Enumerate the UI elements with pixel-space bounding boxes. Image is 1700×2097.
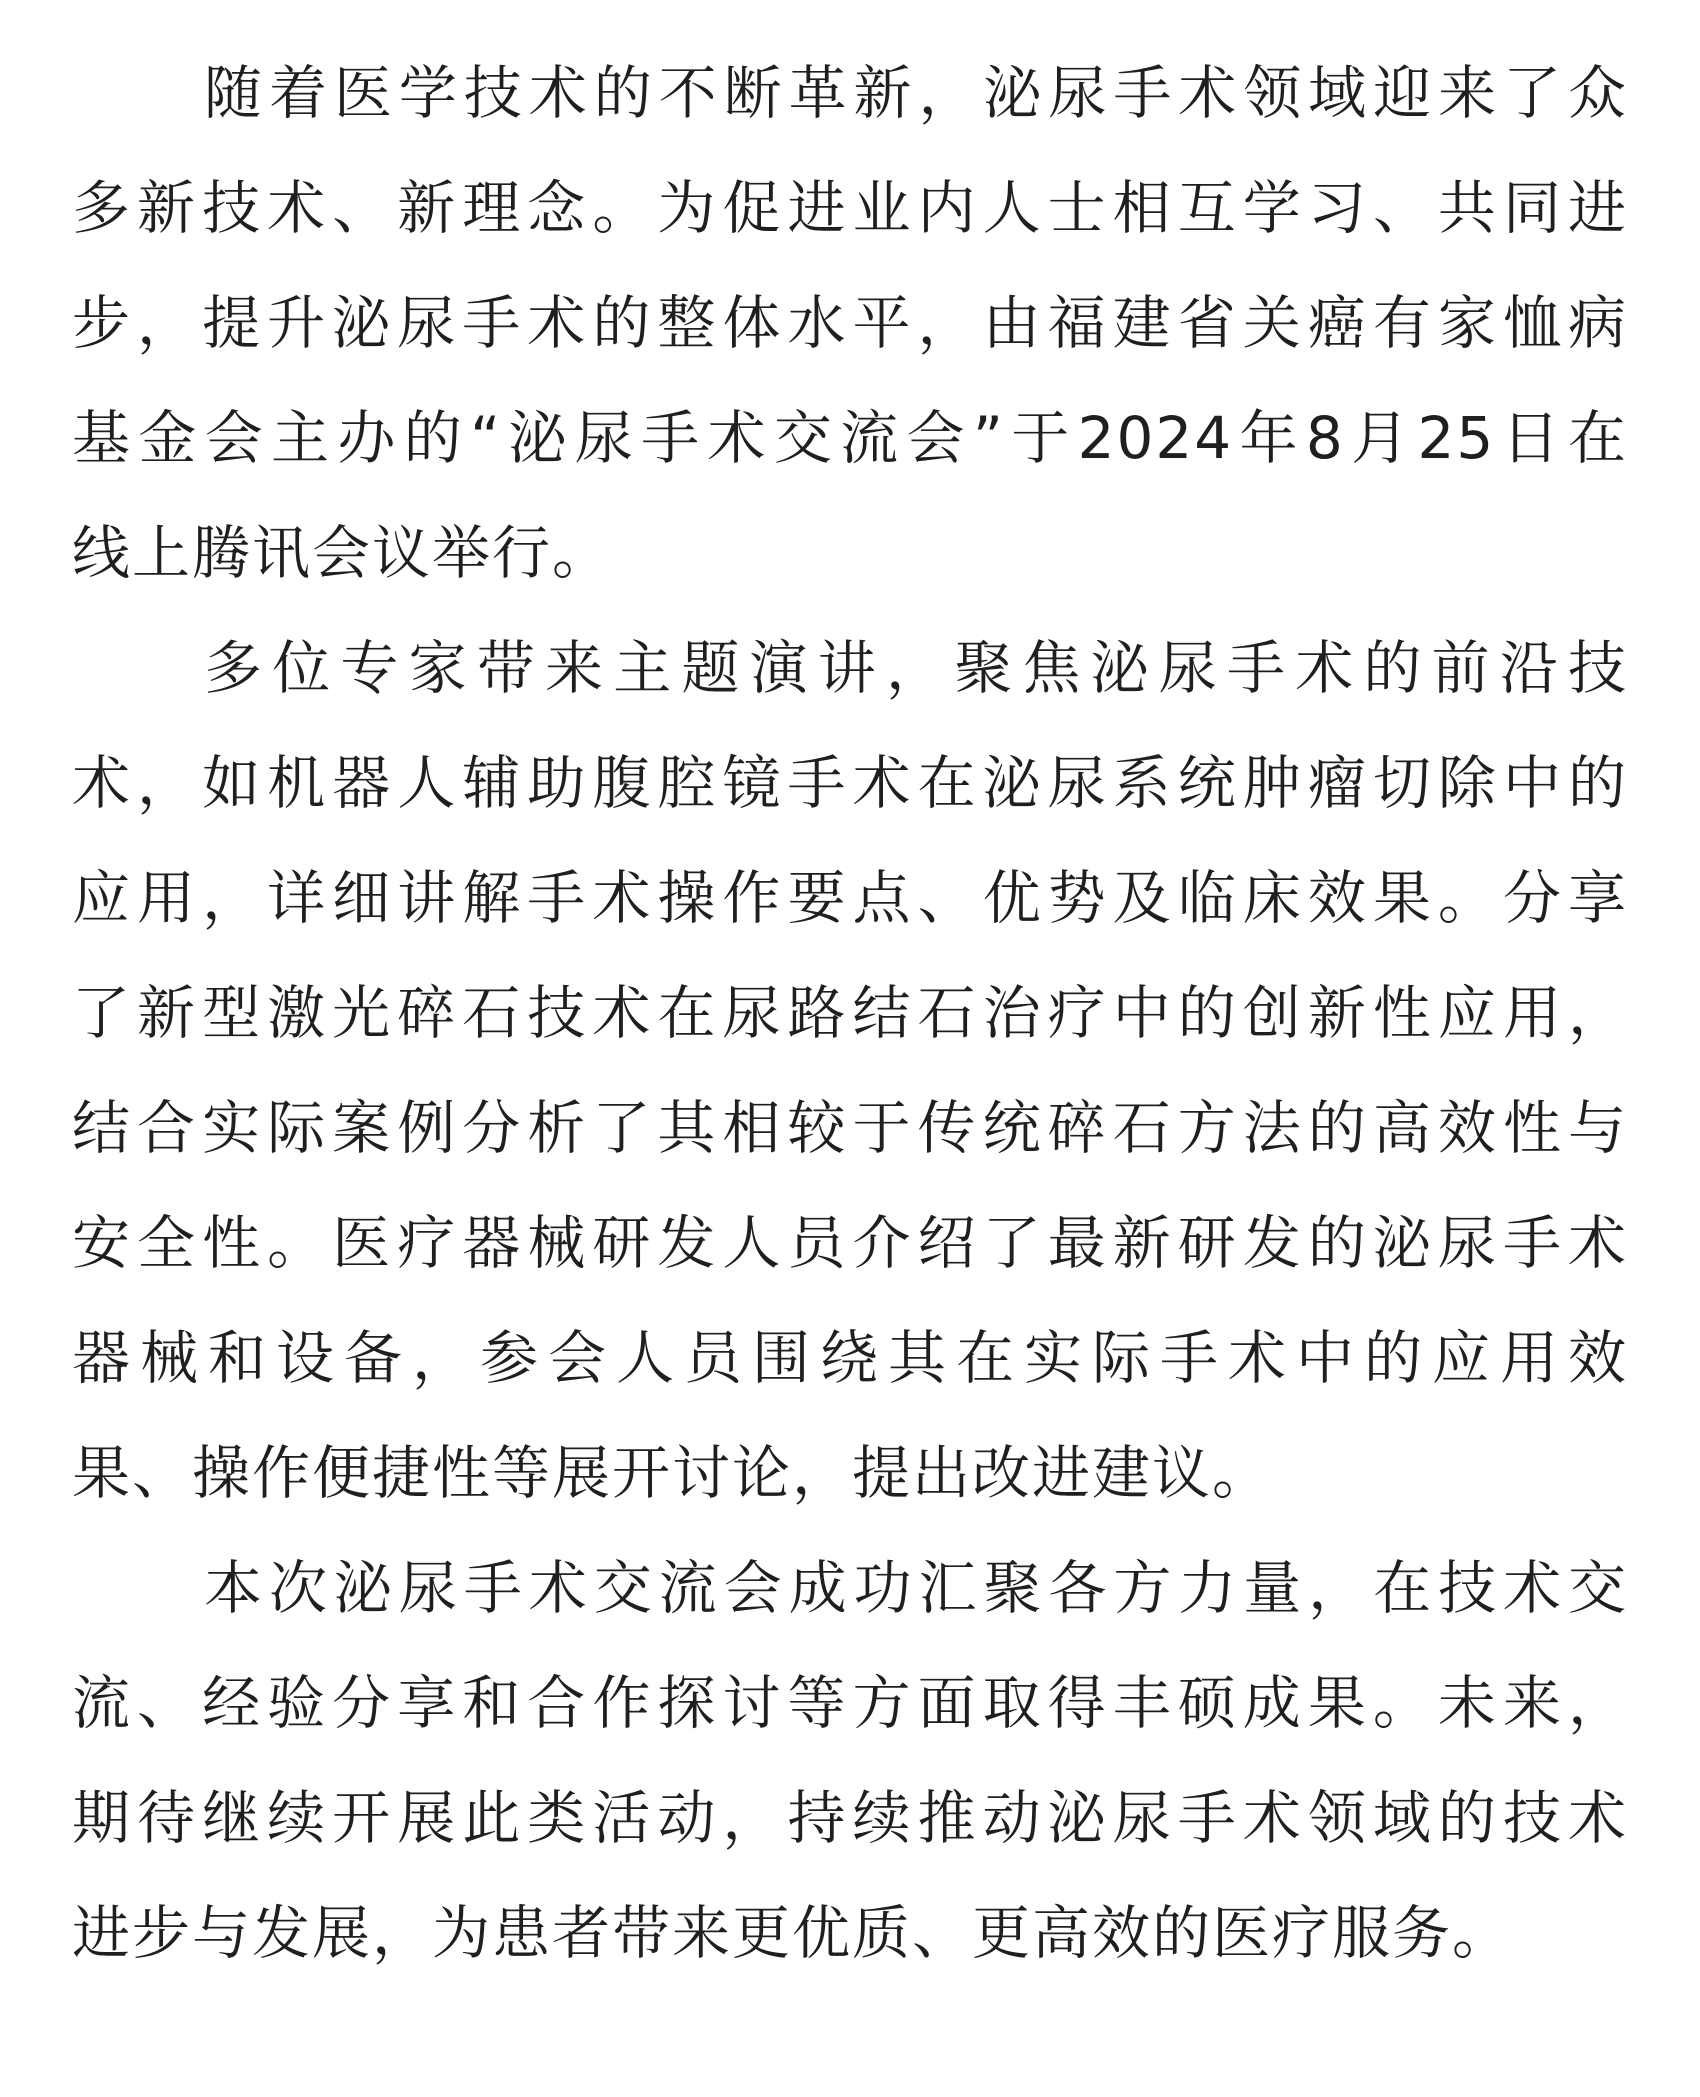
paragraph-line: 随着医学技术的不断革新，泌尿手术领域迎来了众 [204,59,1628,127]
paragraph-line: 基金会主办的“泌尿手术交流会”于2024年8月25日在 [72,404,1628,472]
paragraph-1 [72,36,1628,611]
paragraph-2 [72,611,1628,1531]
paragraph-line: 多新技术、新理念。为促进业内人士相互学习、共同进 [72,174,1628,242]
article-body [72,36,1628,1991]
paragraph-line: 流、经验分享和合作探讨等方面取得丰硕成果。未来， [72,1669,1628,1737]
paragraph-line: 步，提升泌尿手术的整体水平，由福建省关癌有家恤病 [72,289,1628,357]
paragraph-3 [72,1531,1628,1991]
paragraph-line: 多位专家带来主题演讲，聚焦泌尿手术的前沿技 [204,634,1628,702]
paragraph-line: 期待继续开展此类活动，持续推动泌尿手术领域的技术 [72,1784,1628,1852]
paragraph-line: 了新型激光碎石技术在尿路结石治疗中的创新性应用， [72,979,1628,1047]
paragraph-line: 果、操作便捷性等展开讨论，提出改进建议。 [72,1439,1273,1507]
paragraph-line: 本次泌尿手术交流会成功汇聚各方力量，在技术交 [204,1554,1628,1622]
paragraph-line: 应用，详细讲解手术操作要点、优势及临床效果。分享 [72,864,1628,932]
paragraph-line: 术，如机器人辅助腹腔镜手术在泌尿系统肿瘤切除中的 [72,749,1628,817]
paragraph-line: 结合实际案例分析了其相较于传统碎石方法的高效性与 [72,1094,1628,1162]
paragraph-line: 安全性。医疗器械研发人员介绍了最新研发的泌尿手术 [72,1209,1628,1277]
paragraph-line: 进步与发展，为患者带来更优质、更高效的医疗服务。 [72,1899,1513,1967]
paragraph-line: 器械和设备，参会人员围绕其在实际手术中的应用效 [72,1324,1628,1392]
paragraph-line: 线上腾讯会议举行。 [72,519,613,587]
